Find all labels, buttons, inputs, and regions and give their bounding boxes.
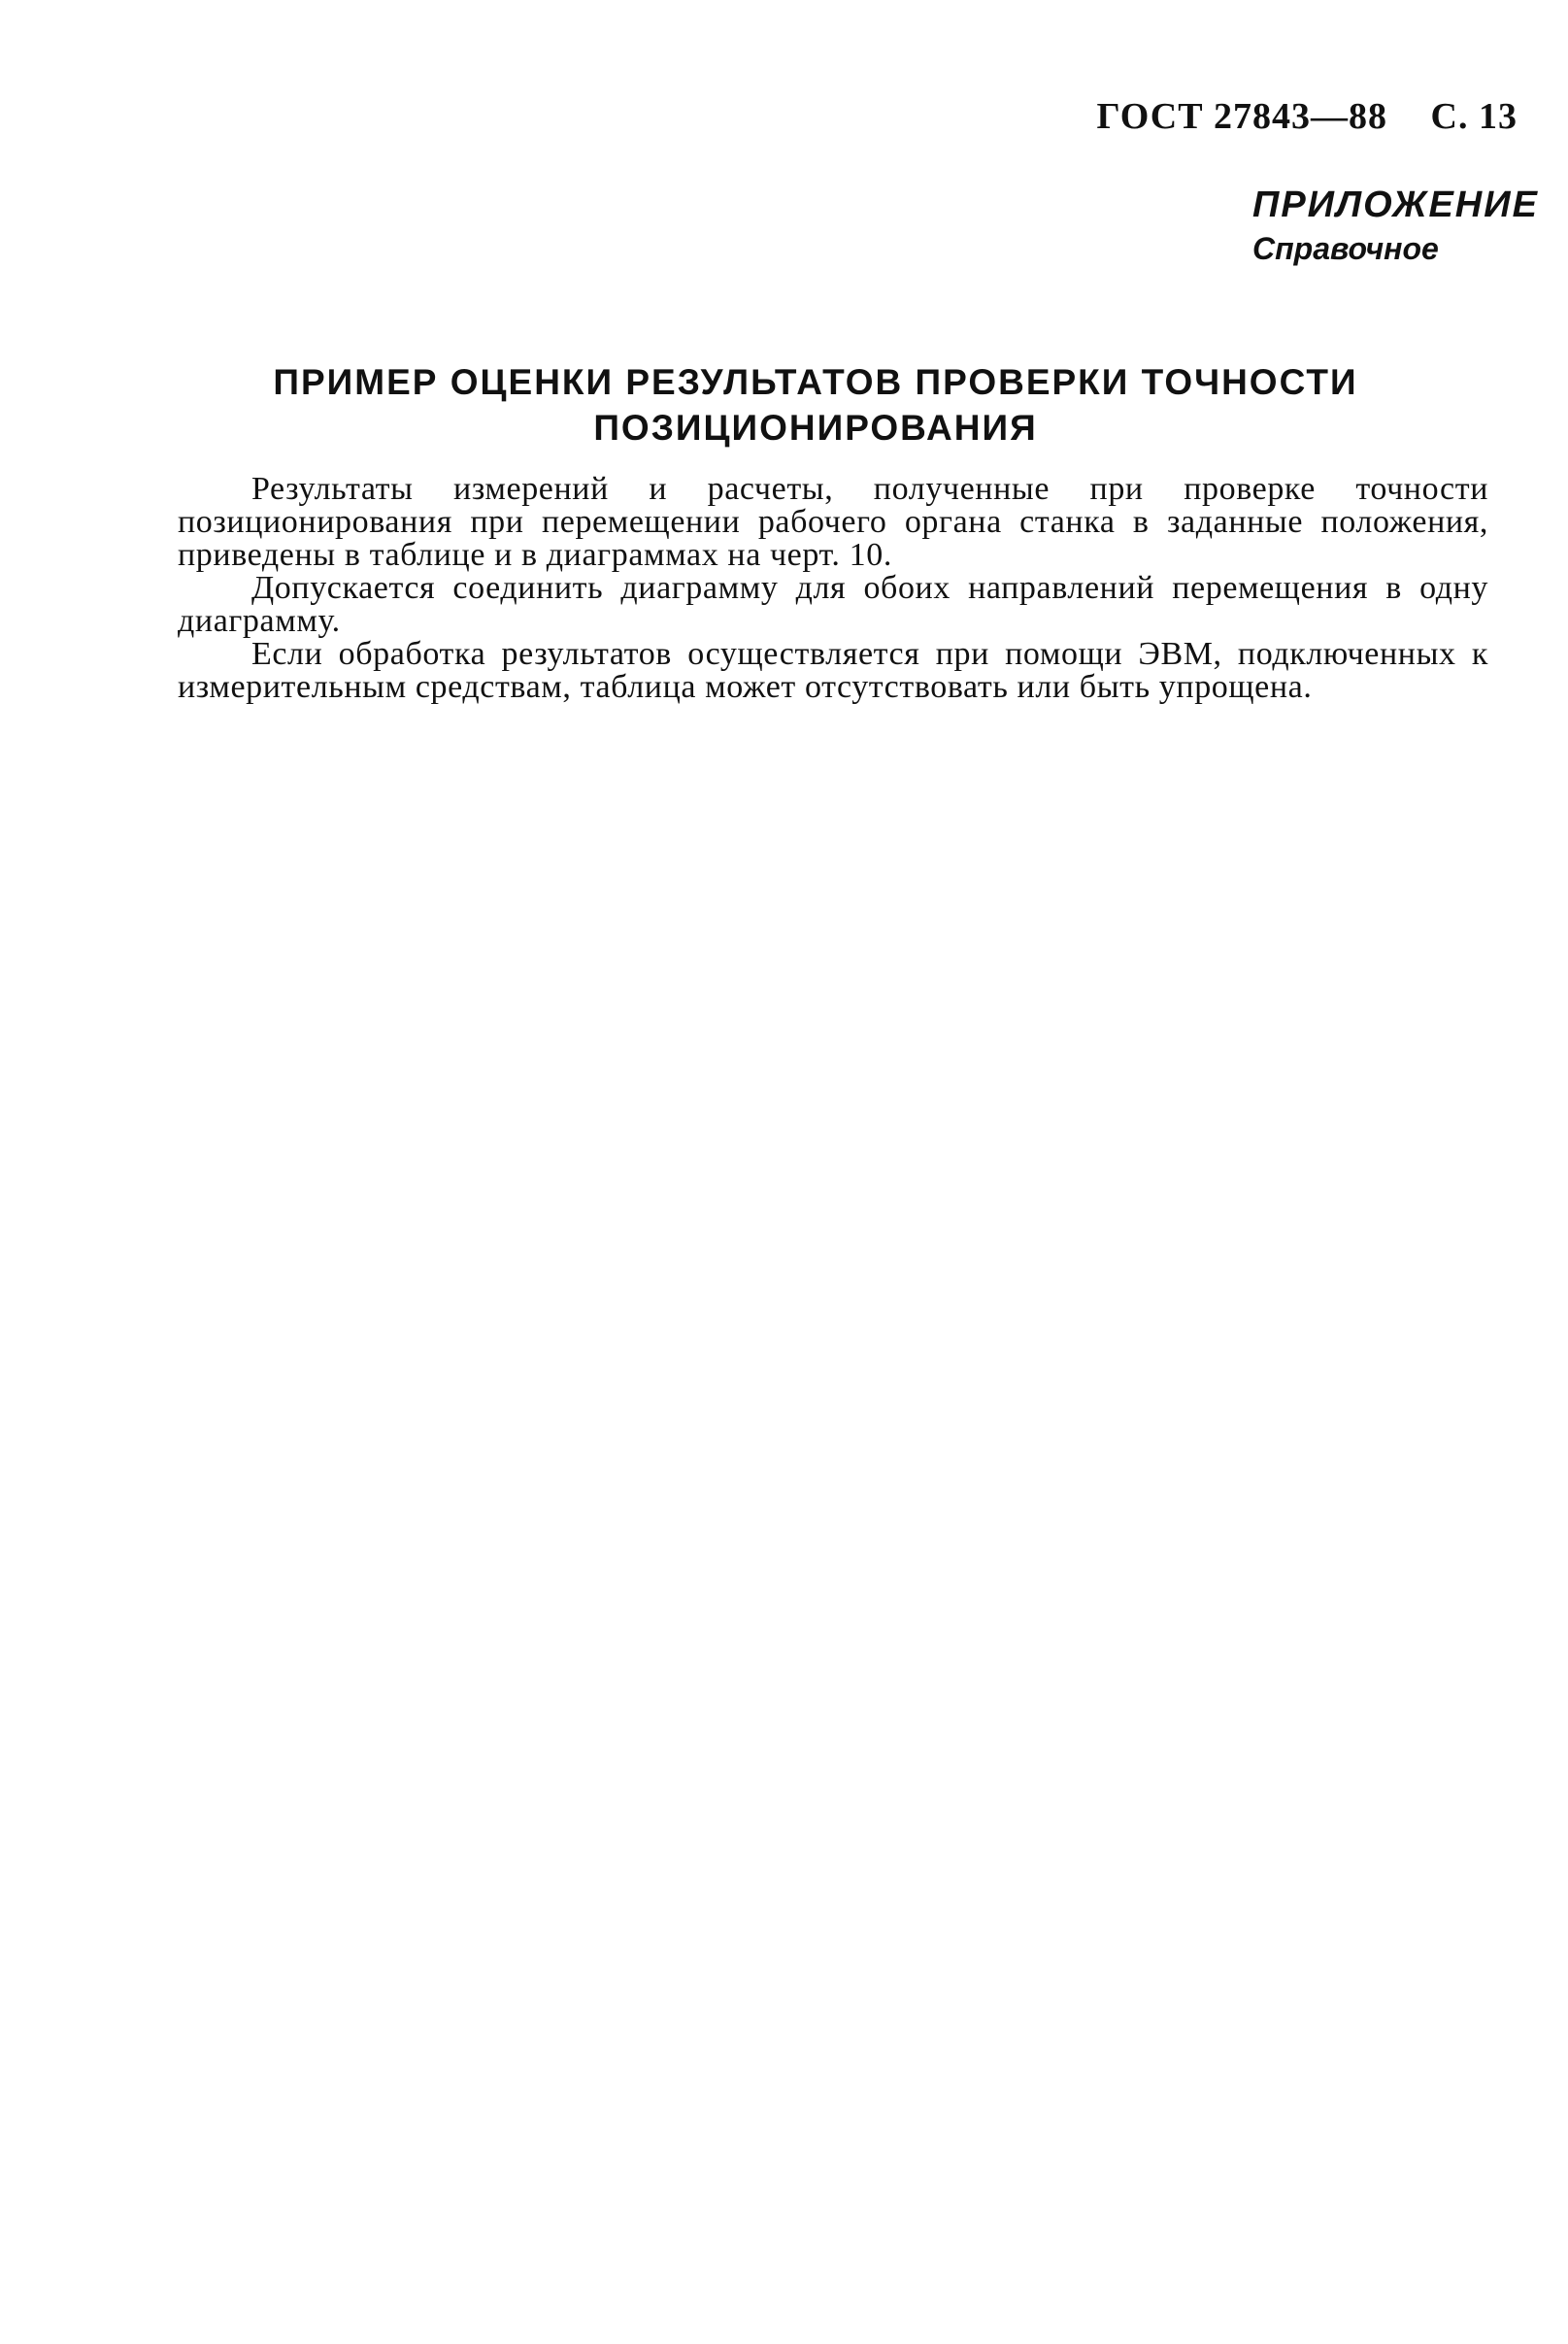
- paragraph-combine-diagram: Допускается соединить диаграмму для обоих направлений перемещения в одну диаграмму.: [178, 570, 1488, 639]
- appendix-block: [1252, 183, 1539, 270]
- paragraph-results: Результаты измерений и расчеты, полученные при проверке точности позиционирования при перемещении рабочего органа станка в заданные положения, приведены в таблице и в диаграммах на черт. 10.: [178, 471, 1488, 573]
- document-title-line-2: ПОЗИЦИОНИРОВАНИЯ: [593, 408, 1038, 448]
- appendix-subtitle: Справочное: [1252, 231, 1439, 266]
- page-header: [1097, 95, 1518, 138]
- page-number: С. 13: [1430, 96, 1518, 137]
- standard-number: ГОСТ 27843—88: [1096, 96, 1388, 137]
- document-title: [146, 359, 1485, 451]
- body-text: [178, 473, 1488, 704]
- paragraph-computer-processing: Если обработка результатов осуществляется при помощи ЭВМ, подключенных к измерительным средствам, таблица может отсутствовать или быть упрощена.: [178, 636, 1488, 705]
- document-title-line-1: ПРИМЕР ОЦЕНКИ РЕЗУЛЬТАТОВ ПРОВЕРКИ ТОЧНОСТИ: [273, 362, 1358, 402]
- appendix-title: ПРИЛОЖЕНИЕ: [1252, 184, 1539, 225]
